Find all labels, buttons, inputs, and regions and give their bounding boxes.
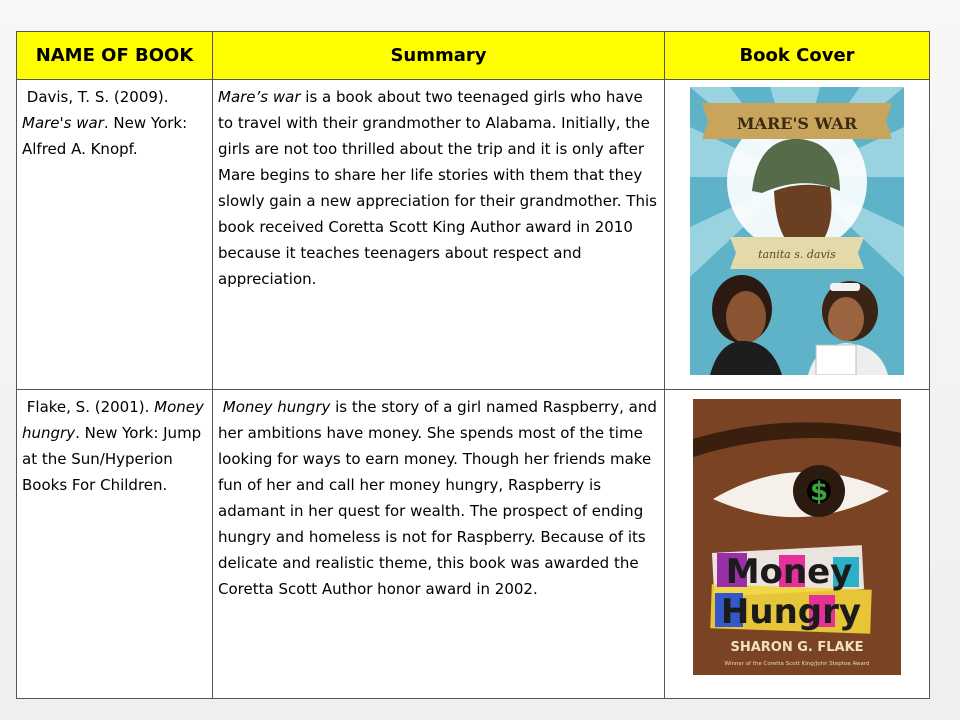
header-book-cover: Book Cover bbox=[665, 32, 930, 80]
summary-title: Mare’s war bbox=[218, 88, 301, 106]
cover-tagline: Winner of the Coretta Scott King/John Steptoe Award bbox=[724, 661, 870, 667]
cover-cell bbox=[665, 390, 930, 699]
cover-author: SHARON G. FLAKE bbox=[730, 640, 864, 655]
table-row bbox=[17, 80, 930, 390]
citation-rest: . New York: Alfred A. Knopf. bbox=[22, 114, 188, 158]
citation-title: Money hungry bbox=[22, 398, 204, 442]
cover-title-line2: Hungry bbox=[720, 592, 862, 632]
summary bbox=[213, 80, 664, 292]
summary bbox=[213, 390, 664, 602]
summary-cell bbox=[213, 80, 665, 390]
citation-lead: Davis, T. S. (2009). bbox=[22, 88, 169, 106]
header-summary: Summary bbox=[213, 32, 665, 80]
book-cover-money-hungry bbox=[693, 399, 901, 675]
book-table bbox=[16, 31, 930, 699]
table-header-row bbox=[17, 32, 930, 80]
citation-lead: Flake, S. (2001). bbox=[22, 398, 150, 416]
cover-title-line1: Money bbox=[725, 552, 853, 592]
citation-cell bbox=[17, 390, 213, 699]
dollar-icon: $ bbox=[809, 477, 829, 507]
table-row bbox=[17, 390, 930, 699]
cover-author: tanita s. davis bbox=[758, 248, 836, 261]
cover-title: MARE'S WAR bbox=[736, 114, 858, 133]
header-name-of-book: NAME OF BOOK bbox=[17, 32, 213, 80]
summary-text: is a book about two teenaged girls who have to travel with their grandmother to Alabama. Initially, the girls are not too thrilled about the trip and it is only after Mare begins to share her life stories with them that they slowly gain a new appreciation for their grandmother. This book received Coretta Scott King Author award in 2010 because it teaches teenagers about respect and appreciation. bbox=[218, 88, 657, 288]
citation-cell bbox=[17, 80, 213, 390]
summary-text: is the story of a girl named Raspberry, and her ambitions have money. She spends most of the time looking for ways to earn money. Though her friends make fun of her and call her money hungry, Raspberry is adamant in her quest for wealth. The prospect of ending hungry and homeless is not for Raspberry. Because of its delicate and realistic theme, this book was awarded the Coretta Scott Author honor award in 2002. bbox=[218, 398, 657, 598]
summary-title: Money hungry bbox=[222, 398, 331, 416]
citation bbox=[17, 80, 212, 162]
citation bbox=[17, 390, 212, 498]
book-cover-mares-war bbox=[690, 87, 904, 375]
cover-cell bbox=[665, 80, 930, 390]
citation-rest: . New York: Jump at the Sun/Hyperion Books For Children. bbox=[22, 424, 202, 494]
summary-cell bbox=[213, 390, 665, 699]
citation-title: Mare's war bbox=[22, 114, 104, 132]
